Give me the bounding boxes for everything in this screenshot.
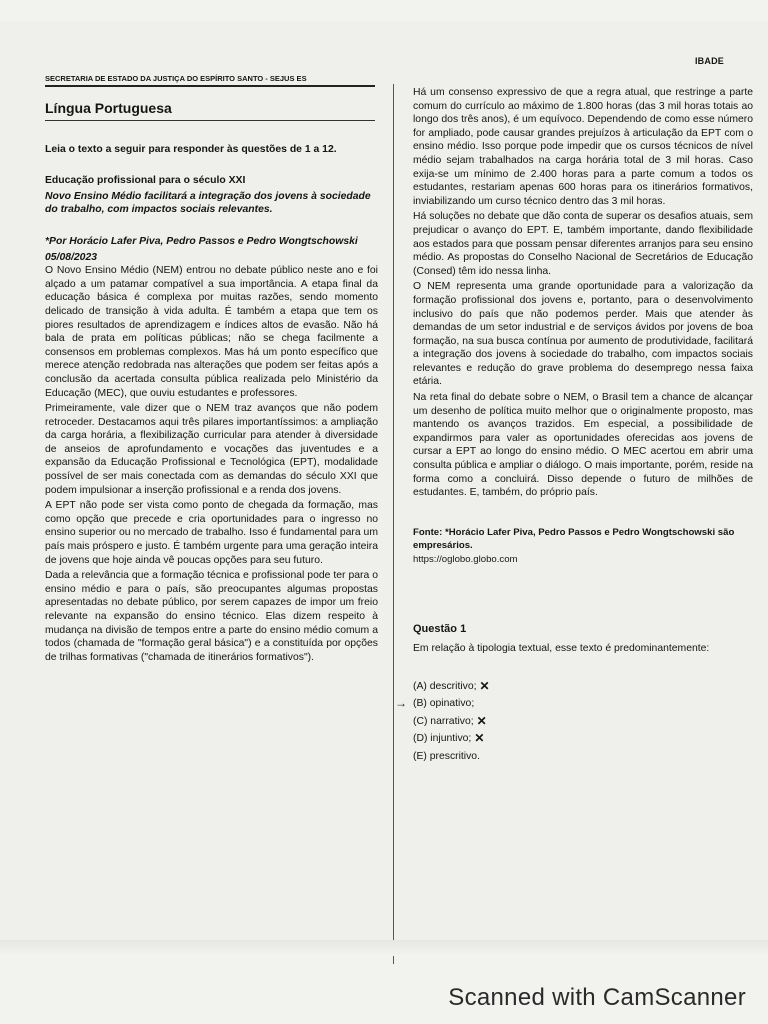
source-label: Fonte: *Horácio Lafer Piva, Pedro Passos e Pedro Wongtschowski são empresários.	[413, 526, 735, 552]
exam-sheet	[0, 22, 768, 952]
brand-label: IBADE	[694, 56, 724, 66]
instructions: Leia o texto a seguir para responder às questões de 1 a 12.	[45, 143, 337, 155]
cross-mark-icon: ✕	[479, 678, 490, 693]
article-paragraph: Primeiramente, vale dizer que o NEM traz avanços que não podem retroceder. Destacamos aqui três pilares importantíssimos: a ampliação da carga horária, a flexibilização curricular para atender à diversidade de anseios de aprofundamento e vocações das juventudes e a expansão da Educação Profissional e Tecnológica (EPT), modalidade possível de ser mais conectada com as demandas do século XXI que podem impulsionar a inserção profissional e a renda dos jovens.	[45, 403, 378, 496]
left-column	[40, 102, 378, 664]
article-paragraph: Há um consenso expressivo de que a regra atual, que restringe a parte comum do currículo ao máximo de 1.800 horas (das 3 mil horas totais ao longo dos três anos), é um equívoco. Dependendo de como esse número for ampliado, pode causar grandes prejuízos à articulação da EPT com o ensino médio. Isso porque pode impedir que os cursos técnicos de nível médio sejam trabalhados na carga horária total de 3 mil horas. Caso exija-se um mínimo de 2.400 horas para a parte comum a todos os estudantes, restariam apenas 600 horas para os itinerários formativos, inviabilizando um curso técnico dentro das 3 mil horas.	[413, 87, 753, 207]
article-byline: *Por Horácio Lafer Piva, Pedro Passos e Pedro Wongtschowski	[45, 235, 358, 247]
source-citation	[413, 526, 753, 567]
column-divider	[393, 84, 394, 964]
scanner-watermark: Scanned with CamScanner	[448, 984, 746, 1011]
answer-option-d[interactable]	[413, 730, 753, 748]
option-label: (B) opinativo;	[413, 698, 475, 710]
right-column	[395, 86, 753, 765]
answer-option-c[interactable]	[413, 713, 753, 731]
article-paragraph: Dada a relevância que a formação técnica e profissional pode ter para o ensino médio e para o país, são preocupantes algumas propostas apresentadas no debate público, por serem capazes de impor um freio relevante na expansão do ensino técnico. Elas dizem respeito à mudança na divisão de tempos entre a parte do ensino médio comum a todos (chamada de "formação geral básica") e a constituída por opções de trilhas formativas ("chamada de itinerários formativos").	[45, 570, 378, 663]
subject-title: Língua Portuguesa	[45, 102, 375, 121]
answer-option-e[interactable]	[413, 748, 753, 766]
cross-mark-icon: ✕	[476, 713, 487, 728]
article-paragraph: O Novo Ensino Médio (NEM) entrou no debate público neste ano e foi alçado a um patamar compatível a sua importância. A etapa final da educação básica é complexa por muitas razões, sendo momento delicado de transição à vida adulta. É também a etapa que tem os piores resultados de aprendizagem e índices altos de evasão. Não há bala de prata em políticas públicas; não se chega facilmente a consensos em problemas complexos. Mas há um ponto específico que merece atenção redobrada nas alterações que podem ser feitas após a conclusão da acertada consulta pública realizada pelo Ministério da Educação (MEC), que ouviu estudantes e professores.	[45, 265, 378, 399]
question-text: Em relação à tipologia textual, esse texto é predominantemente:	[413, 643, 710, 655]
answer-option-b[interactable]	[395, 695, 753, 713]
article-paragraph: O NEM representa uma grande oportunidade para a valorização da formação profissional dos jovens e, portanto, para o desenvolvimento inclusivo do país que não podemos perder. Mais que atender às demandas de um setor industrial e de serviços ávidos por jovens de boa formação, na sua busca contínua por aumento de produtividade, facilitará a integração dos jovens à sociedade do trabalho, com impactos sociais relevantes e redução do grave problema do desemprego nessa faixa etária.	[413, 281, 753, 388]
article-paragraph: Na reta final do debate sobre o NEM, o Brasil tem a chance de alcançar um desenho de política muito melhor que o originalmente proposto, mas mantendo os avanços trazidos. Em especial, a possibilidade de expandirmos para valer as oportunidades oferecidas aos jovens de cursar a EPT ao longo do ensino médio. O MEC acertou em abrir uma consulta pública e ampliar o diálogo. O mais importante, porém, reside na forma como a concluirá. Disso depende o futuro de milhões de estudantes. E, também, do próprio país.	[413, 392, 753, 499]
option-label: (C) narrativo;	[413, 715, 474, 727]
cross-mark-icon: ✕	[474, 731, 485, 746]
option-label: (A) descritivo;	[413, 680, 477, 692]
option-label: (E) prescritivo.	[413, 750, 480, 762]
article-subtitle: Novo Ensino Médio facilitará a integração dos jovens à sociedade do trabalho, com impactos sociais relevantes.	[45, 190, 371, 216]
option-label: (D) injuntivo;	[413, 733, 472, 745]
page-edge-shadow	[0, 940, 768, 956]
article-date: 05/08/2023	[45, 251, 98, 263]
answer-option-a[interactable]	[413, 678, 753, 696]
arrow-icon: →	[395, 696, 407, 711]
source-url: https://oglobo.globo.com	[413, 554, 518, 565]
article-paragraph: A EPT não pode ser vista como ponto de chegada da formação, mas como opção que precede e cria oportunidades para o ingresso no ensino superior ou no mercado de trabalho. Isso é fundamental para um país mais próspero e justo. É também urgente para uma geração inteira de jovens que hoje ainda vê poucas opções para seu futuro.	[45, 500, 378, 566]
organization-header: SECRETARIA DE ESTADO DA JUSTIÇA DO ESPÍRITO SANTO - SEJUS ES	[45, 74, 375, 87]
article-paragraph: Há soluções no debate que dão conta de superar os desafios atuais, sem prejudicar o avanço do EPT. E, também importante, dando flexibilidade aos estados para que possam pensar diferentes arranjos para seu ensino médio. As propostas do Conselho Nacional de Secretários de Educação (Consed) têm ido nessa linha.	[413, 211, 753, 277]
article-title: Educação profissional para o século XXI	[45, 175, 246, 187]
answer-options	[395, 678, 753, 766]
question-title: Questão 1	[413, 622, 467, 635]
